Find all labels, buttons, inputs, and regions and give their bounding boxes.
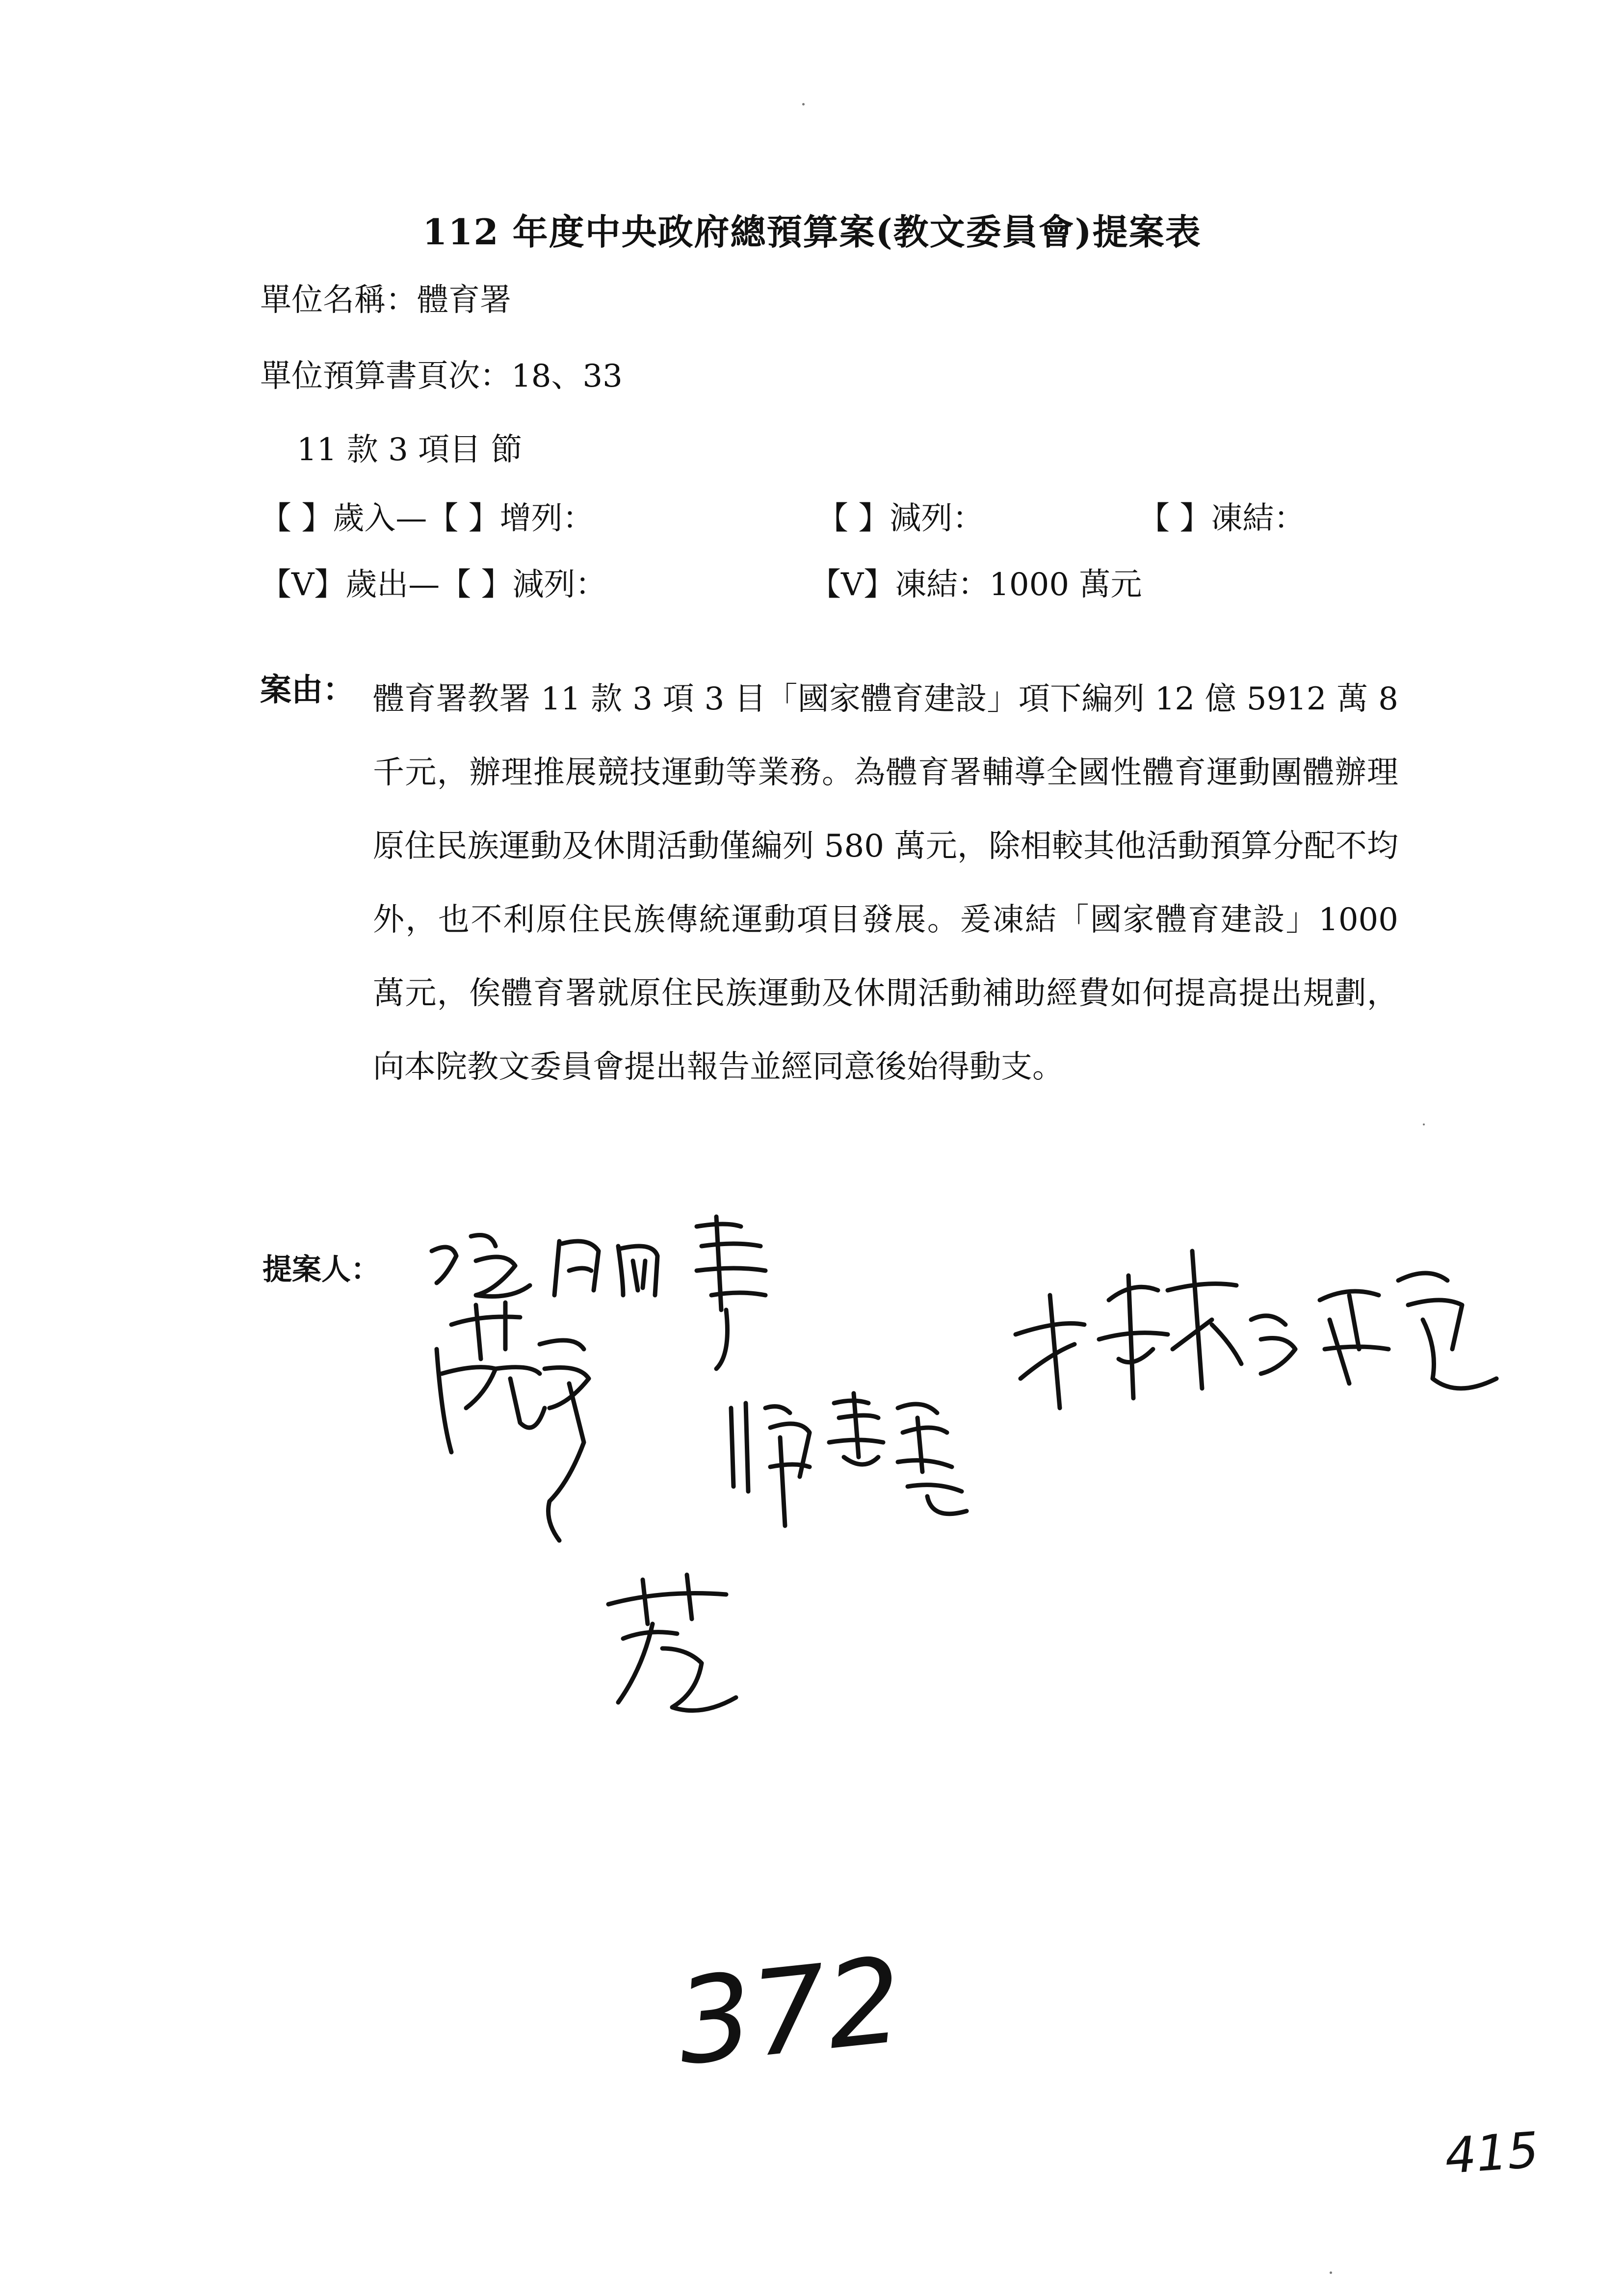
revenue-decrease-field: 【 】減列： [817,500,984,537]
item-code: 11 款 3 項目 節 [297,432,523,468]
signature-4 [1006,1222,1506,1447]
budget-pages: 單位預算書頁次：18、33 [260,358,623,394]
handwritten-page-number: 372 [670,1931,909,2092]
expenditure-freeze-field: 【V】凍結：1000 萬元 [810,567,1142,603]
revenue-field: 【 】歲入—【 】增列： [260,500,594,537]
signature-2 [422,1295,608,1550]
handwritten-corner-number: 415 [1443,2121,1541,2185]
page-title: 112 年度中央政府總預算案(教文委員會)提案表 [422,211,1202,253]
proposer-label: 提案人： [262,1252,380,1287]
expenditure-field: 【V】歲出—【 】減列： [260,567,607,603]
signature-5 [589,1570,756,1717]
reason-text: 體育署教署 11 款 3 項 3 目「國家體育建設」項下編列 12 億 5912 萬 8 千元，辦理推展競技運動等業務。為體育署輔導全國性體育運動團體辦理原住民族運動及休閒活動僅編列 580 萬元，除相較其他活動預算分配不均外，也不利原住民族傳統運動項目發展。爰凍結「國家體育建設」1000 萬元，俟體育署就原住民族運動及休閒活動補助經費如何提高提出規劃，向本院教文委員會提出報告並經同意後始得動支。 [373,681,1398,1085]
revenue-freeze-field: 【 】凍結： [1138,500,1306,537]
reason-label: 案由： [260,672,354,708]
signature-3 [721,1388,976,1540]
unit-name: 單位名稱：體育署 [260,282,511,318]
